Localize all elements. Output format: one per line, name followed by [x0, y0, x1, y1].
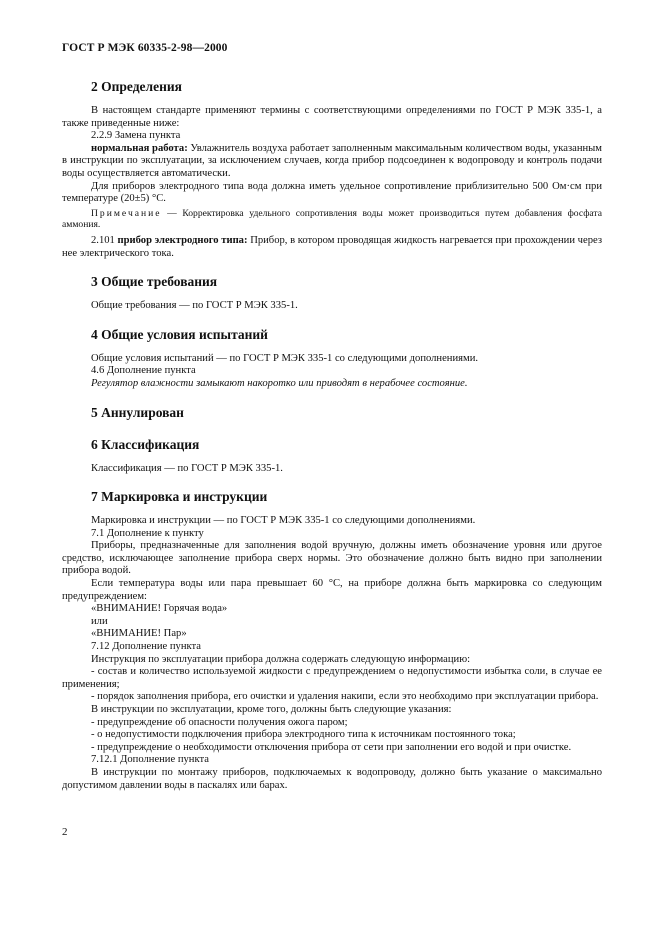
list-item: - о недопустимости подключения прибора электродного типа к источникам постоянного тока; — [91, 729, 516, 741]
warning-hot-water: «ВНИМАНИЕ! Горячая вода» — [91, 603, 228, 615]
clause-7-12-extra: В инструкции по эксплуатации, кроме того, должны быть следующие указания: — [91, 704, 452, 715]
definition-text: Прибор, в котором проводящая жидкость нагревается при прохождении через нее электрического тока. — [62, 234, 603, 259]
clause-7-12-1: 7.12.1 Дополнение пункта — [91, 754, 209, 766]
section-4-text: Общие условия испытаний — по ГОСТ Р МЭК 335-1 со следующими дополнениями. — [91, 352, 479, 364]
section-7-title: 7 Маркировка и инструкции — [91, 489, 268, 505]
list-item: - предупреждение о необходимости отключения прибора от сети при заполнении его водой и при очистке. — [91, 741, 572, 753]
clause-7-1: 7.1 Дополнение к пункту — [91, 527, 204, 539]
clause-7-12-text: Инструкция по эксплуатации прибора должна содержать следующую информацию: — [91, 653, 471, 665]
section-6-title: 6 Классификация — [91, 436, 200, 452]
clause-2-2-9: 2.2.9 Замена пункта — [91, 130, 181, 142]
warning-or: или — [91, 615, 108, 627]
section-2-intro: В настоящем стандарте применяют термины с соответствующими определениями по ГОСТ Р МЭК 335-1, а также приведенные ниже: — [62, 105, 602, 129]
section-3-text: Общие требования — по ГОСТ Р МЭК 335-1. — [91, 300, 298, 312]
list-item: - предупреждение об опасности получения ожога паром; — [91, 716, 348, 728]
section-6-text: Классификация — по ГОСТ Р МЭК 335-1. — [91, 462, 283, 474]
section-2-title: 2 Определения — [91, 79, 182, 94]
electrode-water-paragraph: Для приборов электродного типа вода должна иметь удельное сопротивление приблизительно 500 Ом·см при температуре (20±5) °С. — [62, 180, 602, 205]
section-4-title: 4 Общие условия испытаний — [91, 326, 268, 342]
list-item: - состав и количество используемой жидкости с предупреждением о недопустимости избытка соли, в случае ее применения; — [62, 666, 602, 690]
section-3-title: 3 Общие требования — [91, 274, 218, 290]
note — [62, 208, 602, 231]
note-label: Примечание — [91, 207, 162, 219]
clause-7-12-1-text: В инструкции по монтажу приборов, подключаемых к водопроводу, должно быть указание о максимально допустимом давлении воды в паскалях или барах. — [62, 766, 602, 791]
clause-4-6-text: Регулятор влажности замыкают накоротко или приводят в нерабочее состояние. — [91, 377, 468, 389]
section-5-title: 5 Аннулирован — [91, 404, 184, 420]
clause-7-12: 7.12 Дополнение пункта — [91, 641, 201, 653]
clause-number: 2.101 — [91, 234, 118, 246]
term-normal-operation: нормальная работа: — [91, 142, 188, 154]
document-page — [62, 42, 602, 792]
section-7-text: Маркировка и инструкции — по ГОСТ Р МЭК 335-1 со следующими дополнениями. — [91, 515, 476, 527]
clause-7-1-temperature: Если температура воды или пара превышает 60 °С, на приборе должна быть маркировка со следующим предупреждением: — [62, 578, 602, 602]
running-header: ГОСТ Р МЭК 60335-2-98—2000 — [62, 42, 228, 54]
definition-normal-operation — [62, 143, 602, 181]
definition-electrode-type — [62, 235, 602, 260]
warning-steam: «ВНИМАНИЕ! Пар» — [91, 628, 187, 640]
clause-7-1-text: Приборы, предназначенные для заполнения водой вручную, должны иметь обозначение уровня или другое средство, исключающее заполнение прибора сверх нормы. Это обозначение должно быть видно при заполнении прибора водой. — [62, 540, 602, 577]
term-electrode-type: прибор электродного типа: — [117, 234, 248, 246]
clause-4-6: 4.6 Дополнение пункта — [91, 365, 196, 377]
page-number: 2 — [62, 826, 68, 838]
list-item: - порядок заполнения прибора, его очистки и удаления накипи, если это необходимо при эксплуатации прибора. — [91, 691, 599, 703]
note-text: — Корректировка удельного сопротивления воды может производиться путем добавления фосфата аммония. — [62, 207, 602, 231]
definition-text: Увлажнитель воздуха работает заполненным максимальным количеством воды, указанным в инструкции по эксплуатации, за исключением случаев, когда прибор подсоединен к водопроводу и контроль подачи воды осуществляется автоматически. — [62, 142, 602, 179]
